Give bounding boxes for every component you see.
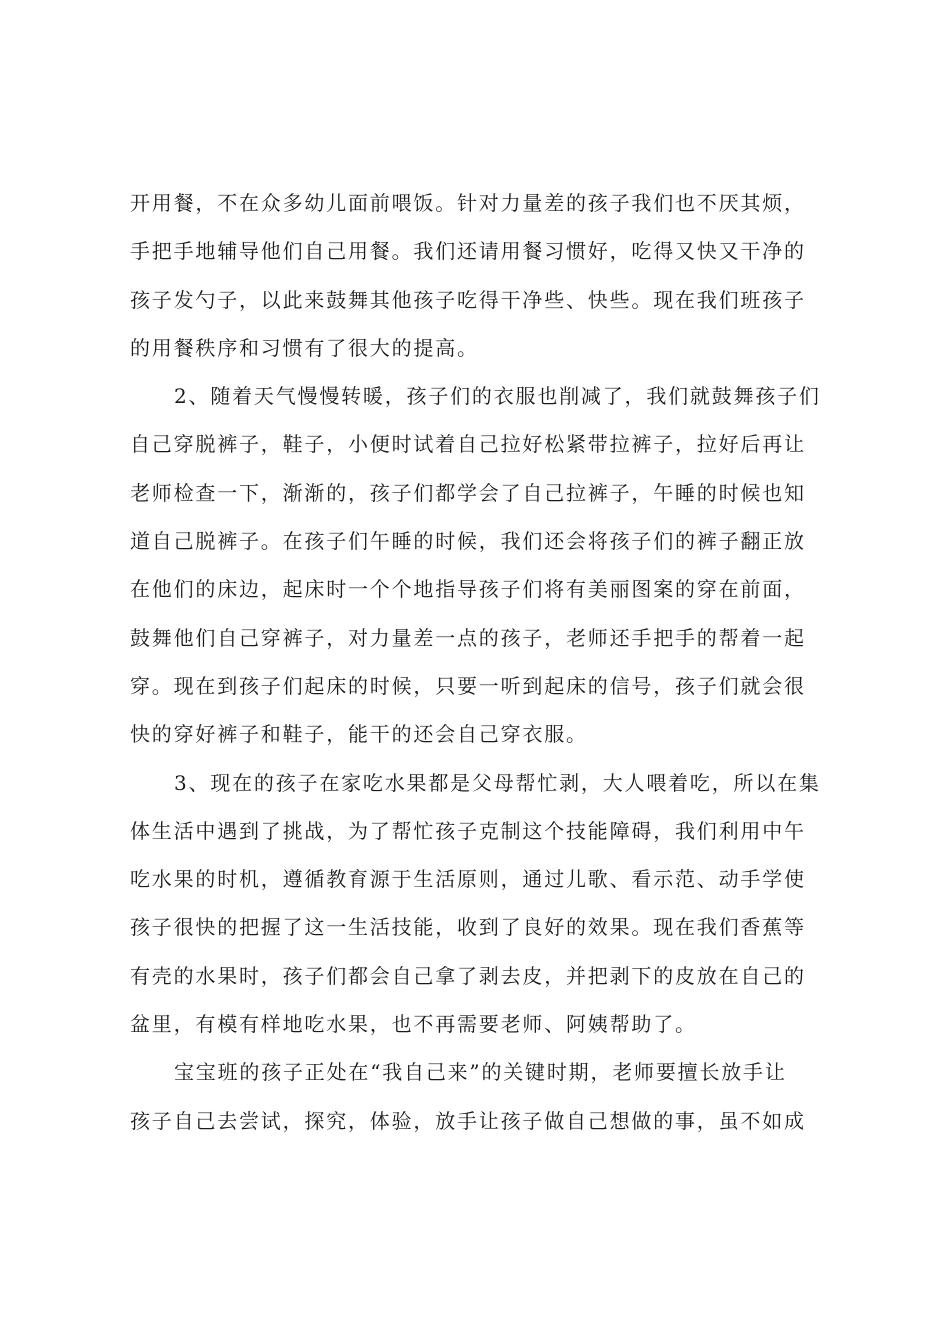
text-line: 自己穿脱裤子，鞋子，小便时试着自己拉好松紧带拉裤子，拉好后再让 — [130, 432, 806, 457]
paragraph-start-line: 3、现在的孩子在家吃水果都是父母帮忙剥，大人喂着吃，所以在集 — [174, 770, 821, 795]
text-line: 孩子自己去尝试，探究，体验，放手让孩子做自己想做的事，虽不如成 — [130, 1108, 806, 1133]
text-line: 老师检查一下，渐渐的，孩子们都学会了自己拉裤子，午睡的时候也知 — [130, 480, 806, 505]
text-line: 开用餐，不在众多幼儿面前喂饭。针对力量差的孩子我们也不厌其烦， — [130, 191, 806, 215]
paragraph-start-line: 2、随着天气慢慢转暖，孩子们的衣服也削减了，我们就鼓舞孩子们 — [174, 384, 821, 409]
text-line: 有壳的水果时，孩子们都会自己拿了剥去皮，并把剥下的皮放在自己的 — [130, 963, 806, 988]
text-line: 孩子很快的把握了这一生活技能，收到了良好的效果。现在我们香蕉等 — [130, 915, 806, 940]
text-line: 手把手地辅导他们自己用餐。我们还请用餐习惯好，吃得又快又干净的 — [130, 239, 806, 264]
text-line: 鼓舞他们自己穿裤子，对力量差一点的孩子，老师还手把手的帮着一起 — [130, 625, 806, 650]
paragraph-start-line: 宝宝班的孩子正处在“我自己来”的关键时期，老师要擅长放手让 — [174, 1060, 787, 1085]
text-line: 吃水果的时机，遵循教育源于生活原则，通过儿歌、看示范、动手学使 — [130, 867, 806, 892]
text-line: 道自己脱裤子。在孩子们午睡的时候，我们还会将孩子们的裤子翻正放 — [130, 529, 806, 554]
text-line: 体生活中遇到了挑战，为了帮忙孩子克制这个技能障碍，我们利用中午 — [130, 818, 806, 843]
text-line: 盆里，有模有样地吃水果，也不再需要老师、阿姨帮助了。 — [130, 1012, 697, 1037]
text-line: 穿。现在到孩子们起床的时候，只要一听到起床的信号，孩子们就会很 — [130, 673, 806, 698]
text-line: 在他们的床边，起床时一个个地指导孩子们将有美丽图案的穿在前面， — [130, 577, 806, 602]
text-line: 孩子发勺子，以此来鼓舞其他孩子吃得干净些、快些。现在我们班孩子 — [130, 287, 806, 312]
text-line: 快的穿好裤子和鞋子，能干的还会自己穿衣服。 — [130, 722, 588, 747]
text-line: 的用餐秩序和习惯有了很大的提高。 — [130, 335, 479, 360]
body-text — [130, 179, 830, 1145]
